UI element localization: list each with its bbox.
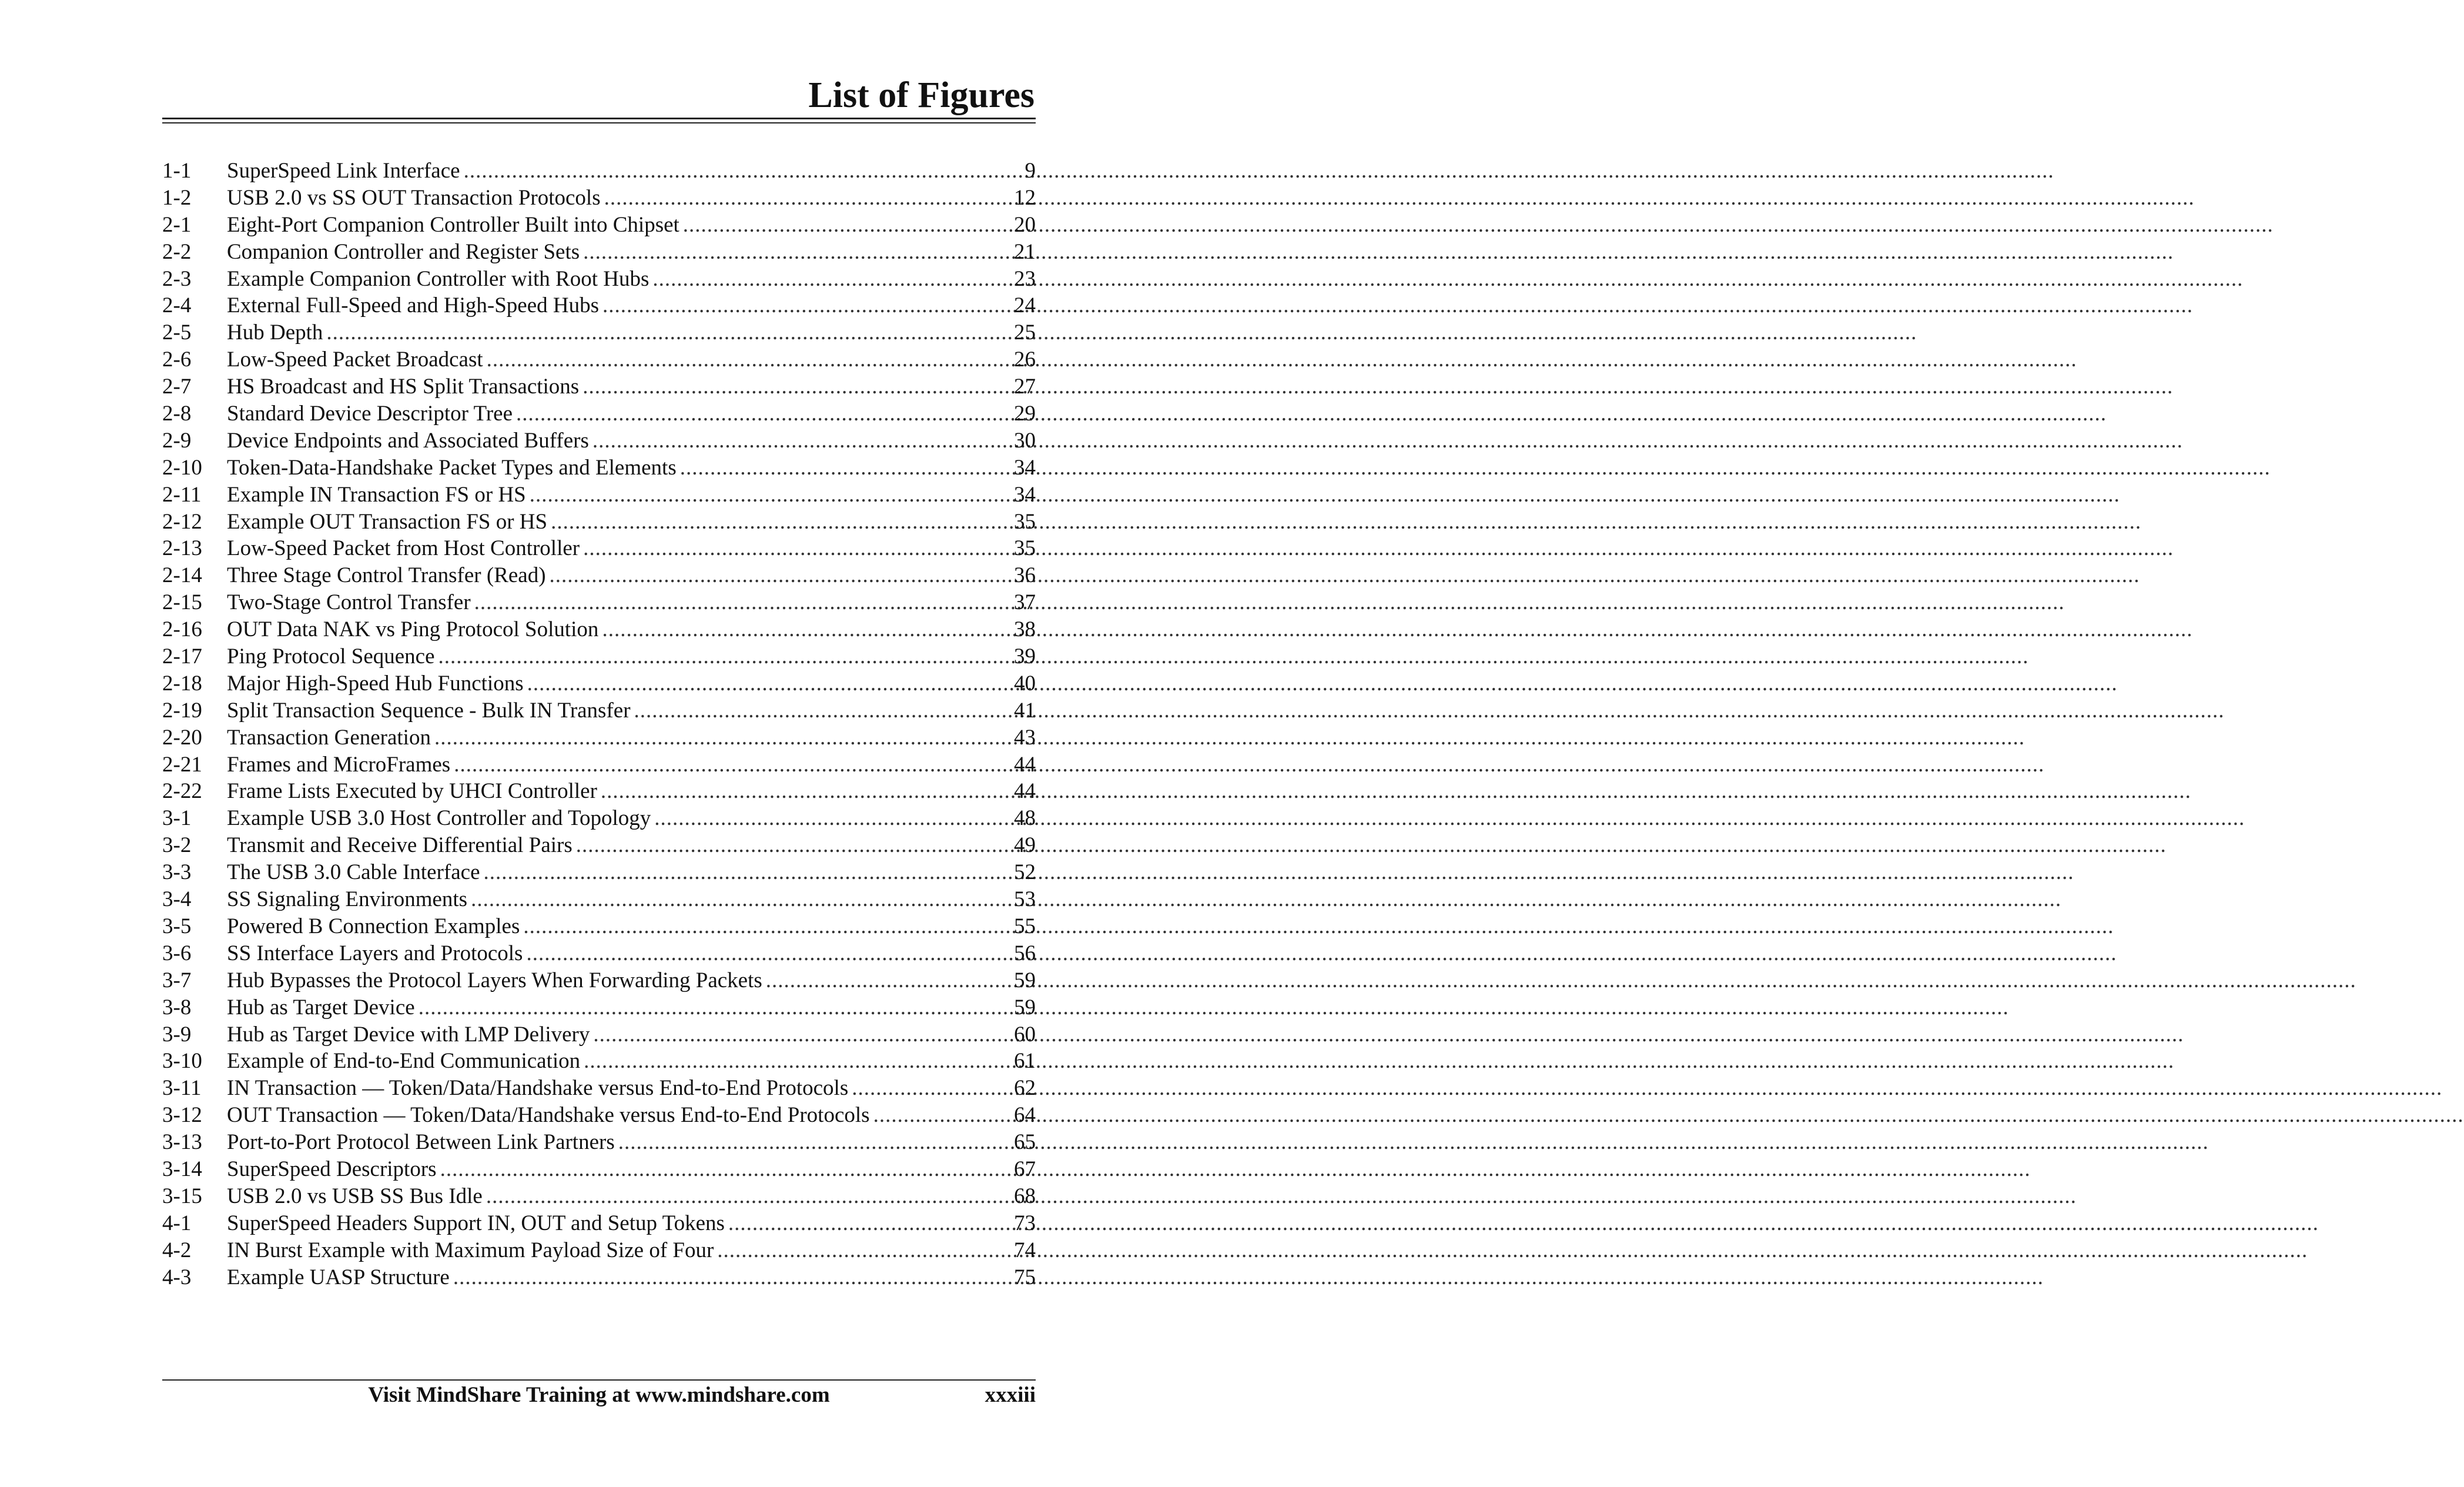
- figure-number: 2-7: [162, 375, 192, 399]
- figure-title: Port-to-Port Protocol Between Link Partners: [227, 1130, 615, 1155]
- figure-entry[interactable]: [162, 1264, 1036, 1291]
- title-rule: [162, 118, 1036, 123]
- dot-leader: [434, 724, 1010, 751]
- figure-entry[interactable]: [162, 967, 1036, 994]
- figure-title: SuperSpeed Descriptors: [227, 1157, 437, 1181]
- figure-number: 2-18: [162, 671, 202, 696]
- footer: [162, 1376, 1036, 1405]
- figure-title: Example USB 3.0 Host Controller and Topology: [227, 806, 651, 831]
- dot-leader: [618, 1129, 1010, 1156]
- dot-leader: [584, 1048, 1010, 1075]
- figure-number: 2-15: [162, 590, 202, 615]
- figure-title: OUT Transaction — Token/Data/Handshake versus End-to-End Protocols: [227, 1103, 870, 1128]
- dot-leader: [464, 158, 1022, 185]
- figure-number: 2-6: [162, 347, 192, 372]
- figure-entry[interactable]: [162, 1021, 1036, 1048]
- figure-title: Frames and MicroFrames: [227, 752, 451, 777]
- figure-entry[interactable]: [162, 589, 1036, 616]
- figure-entry[interactable]: [162, 940, 1036, 967]
- figure-title: External Full-Speed and High-Speed Hubs: [227, 293, 599, 318]
- dot-leader: [438, 643, 1010, 670]
- figure-page-number: 29: [1014, 402, 1036, 426]
- figure-page-number: 74: [1014, 1238, 1036, 1262]
- figure-entry[interactable]: [162, 1156, 1036, 1183]
- dot-leader: [440, 1156, 1010, 1183]
- figure-title: Example IN Transaction FS or HS: [227, 482, 526, 507]
- figure-entry[interactable]: [162, 239, 1036, 266]
- figure-number: 3-1: [162, 806, 192, 831]
- dot-leader: [523, 913, 1010, 940]
- figure-number: 2-11: [162, 482, 202, 507]
- dot-leader: [604, 185, 1010, 212]
- figure-number: 1-2: [162, 185, 192, 210]
- figure-title: Companion Controller and Register Sets: [227, 239, 580, 264]
- figure-number: 3-13: [162, 1130, 202, 1155]
- figure-number: 2-14: [162, 563, 202, 588]
- figure-page-number: 44: [1014, 752, 1036, 777]
- figure-number: 2-19: [162, 698, 202, 723]
- figure-number: 4-3: [162, 1265, 192, 1289]
- figure-page-number: 38: [1014, 617, 1036, 642]
- figure-number: 2-5: [162, 320, 192, 345]
- dot-leader: [766, 967, 1010, 994]
- figure-entry[interactable]: [162, 266, 1036, 293]
- dot-leader: [576, 832, 1010, 859]
- figure-page-number: 73: [1014, 1211, 1036, 1235]
- figure-title: Two-Stage Control Transfer: [227, 590, 471, 615]
- page-title: List of Figures: [808, 75, 1035, 115]
- figure-page-number: 62: [1014, 1076, 1036, 1101]
- figure-entry[interactable]: [162, 212, 1036, 239]
- dot-leader: [593, 1021, 1010, 1048]
- figure-number: 2-20: [162, 725, 202, 750]
- figure-page-number: 53: [1014, 887, 1036, 912]
- figure-entry[interactable]: [162, 427, 1036, 455]
- dot-leader: [454, 751, 1010, 778]
- figure-page-number: 65: [1014, 1130, 1036, 1155]
- figure-list: [162, 158, 1036, 1291]
- figure-page-number: 37: [1014, 590, 1036, 615]
- dot-leader: [486, 1183, 1010, 1210]
- figure-title: SuperSpeed Link Interface: [227, 159, 460, 183]
- figure-page-number: 30: [1014, 428, 1036, 453]
- dot-leader: [683, 212, 1010, 239]
- figure-page-number: 34: [1014, 455, 1036, 480]
- figure-page-number: 64: [1014, 1103, 1036, 1128]
- figure-page-number: 41: [1014, 698, 1036, 723]
- figure-page-number: 59: [1014, 995, 1036, 1020]
- figure-entry[interactable]: [162, 535, 1036, 562]
- figure-number: 2-21: [162, 752, 202, 777]
- figure-entry[interactable]: [162, 346, 1036, 373]
- dot-leader: [602, 292, 1010, 319]
- dot-leader: [474, 589, 1010, 616]
- figure-page-number: 61: [1014, 1049, 1036, 1074]
- figure-title: Low-Speed Packet Broadcast: [227, 347, 483, 372]
- dot-leader: [728, 1210, 1010, 1237]
- figure-entry[interactable]: [162, 697, 1036, 724]
- figure-page-number: 43: [1014, 725, 1036, 750]
- figure-entry[interactable]: [162, 1102, 1036, 1129]
- figure-page-number: 21: [1014, 239, 1036, 264]
- figure-number: 3-10: [162, 1049, 202, 1074]
- figure-title: Example UASP Structure: [227, 1265, 450, 1289]
- figure-title: Powered B Connection Examples: [227, 914, 520, 938]
- figure-number: 2-1: [162, 212, 192, 237]
- figure-page-number: 49: [1014, 833, 1036, 858]
- figure-page-number: 23: [1014, 266, 1036, 291]
- figure-page-number: 12: [1014, 185, 1036, 210]
- figure-entry[interactable]: [162, 373, 1036, 400]
- dot-leader: [717, 1237, 1010, 1264]
- dot-leader: [527, 670, 1010, 697]
- figure-title: Standard Device Descriptor Tree: [227, 402, 513, 426]
- figure-page-number: 36: [1014, 563, 1036, 588]
- figure-number: 2-8: [162, 402, 192, 426]
- figure-number: 3-2: [162, 833, 192, 858]
- figure-title: Transaction Generation: [227, 725, 431, 750]
- figure-page-number: 67: [1014, 1157, 1036, 1181]
- figure-number: 3-11: [162, 1076, 202, 1101]
- figure-number: 3-14: [162, 1157, 202, 1181]
- dot-leader: [326, 319, 1010, 346]
- dot-leader: [582, 373, 1010, 400]
- figure-title: Hub as Target Device with LMP Delivery: [227, 1022, 590, 1047]
- figure-entry[interactable]: [162, 778, 1036, 805]
- figure-title: USB 2.0 vs SS OUT Transaction Protocols: [227, 185, 601, 210]
- figure-page-number: 40: [1014, 671, 1036, 696]
- figure-title: The USB 3.0 Cable Interface: [227, 860, 480, 885]
- dot-leader: [602, 616, 1010, 643]
- figure-page-number: 52: [1014, 860, 1036, 885]
- dot-leader: [654, 805, 1010, 832]
- figure-page-number: 39: [1014, 644, 1036, 669]
- figure-entry[interactable]: [162, 616, 1036, 643]
- dot-leader: [680, 455, 1010, 482]
- figure-entry[interactable]: [162, 1237, 1036, 1264]
- figure-page-number: 55: [1014, 914, 1036, 938]
- figure-entry[interactable]: [162, 1210, 1036, 1237]
- dot-leader: [471, 886, 1010, 913]
- figure-title: Example OUT Transaction FS or HS: [227, 509, 548, 534]
- dot-leader: [516, 400, 1010, 427]
- figure-entry[interactable]: [162, 724, 1036, 751]
- figure-number: 3-8: [162, 995, 192, 1020]
- figure-number: 2-22: [162, 779, 202, 804]
- footer-page-number: xxxiii: [985, 1383, 1036, 1407]
- figure-page-number: 35: [1014, 536, 1036, 561]
- figure-number: 2-13: [162, 536, 202, 561]
- figure-entry[interactable]: [162, 482, 1036, 509]
- dot-leader: [583, 535, 1010, 562]
- dot-leader: [551, 509, 1010, 536]
- dot-leader: [873, 1102, 1010, 1129]
- figure-title: Transmit and Receive Differential Pairs: [227, 833, 573, 858]
- figure-page-number: 68: [1014, 1184, 1036, 1208]
- figure-title: Hub Depth: [227, 320, 323, 345]
- figure-title: HS Broadcast and HS Split Transactions: [227, 375, 580, 399]
- figure-number: 2-2: [162, 239, 192, 264]
- figure-title: Device Endpoints and Associated Buffers: [227, 428, 589, 453]
- dot-leader: [550, 562, 1010, 589]
- figure-page-number: 60: [1014, 1022, 1036, 1047]
- figure-number: 2-3: [162, 266, 192, 291]
- figure-entry[interactable]: [162, 913, 1036, 940]
- figure-title: Frame Lists Executed by UHCI Controller: [227, 779, 597, 804]
- figure-title: Token-Data-Handshake Packet Types and Elements: [227, 455, 677, 480]
- figure-number: 3-12: [162, 1103, 202, 1128]
- figure-entry[interactable]: [162, 832, 1036, 859]
- figure-entry[interactable]: [162, 158, 1036, 185]
- figure-entry[interactable]: [162, 1183, 1036, 1210]
- dot-leader: [652, 266, 1010, 293]
- figure-number: 3-5: [162, 914, 192, 938]
- dot-leader: [484, 859, 1011, 886]
- figure-number: 3-6: [162, 941, 192, 965]
- figure-title: SuperSpeed Headers Support IN, OUT and Setup Tokens: [227, 1211, 725, 1235]
- figure-number: 2-10: [162, 455, 202, 480]
- figure-number: 3-3: [162, 860, 192, 885]
- figure-number: 3-9: [162, 1022, 192, 1047]
- figure-title: USB 2.0 vs USB SS Bus Idle: [227, 1184, 483, 1208]
- dot-leader: [526, 940, 1010, 967]
- figure-number: 2-9: [162, 428, 192, 453]
- figure-title: Eight-Port Companion Controller Built into Chipset: [227, 212, 679, 237]
- figure-page-number: 48: [1014, 806, 1036, 831]
- figure-title: Major High-Speed Hub Functions: [227, 671, 524, 696]
- figure-page-number: 75: [1014, 1265, 1036, 1289]
- dot-leader: [453, 1264, 1010, 1291]
- figure-entry[interactable]: [162, 1075, 1036, 1102]
- figure-entry[interactable]: [162, 1048, 1036, 1075]
- figure-number: 2-17: [162, 644, 202, 669]
- figure-number: 4-1: [162, 1211, 192, 1235]
- figure-page-number: 26: [1014, 347, 1036, 372]
- figure-number: 2-4: [162, 293, 192, 318]
- footer-text: Visit MindShare Training at www.mindshare.com: [368, 1383, 830, 1407]
- figure-title: Three Stage Control Transfer (Read): [227, 563, 546, 588]
- figure-page-number: 35: [1014, 509, 1036, 534]
- dot-leader: [852, 1075, 1010, 1102]
- figure-number: 3-15: [162, 1184, 202, 1208]
- figure-title: IN Burst Example with Maximum Payload Size of Four: [227, 1238, 714, 1262]
- figure-entry[interactable]: [162, 859, 1036, 886]
- figure-title: Example Companion Controller with Root Hubs: [227, 266, 650, 291]
- figure-title: Hub Bypasses the Protocol Layers When Forwarding Packets: [227, 968, 762, 993]
- figure-entry[interactable]: [162, 1129, 1036, 1156]
- figure-page-number: 34: [1014, 482, 1036, 507]
- figure-entry[interactable]: [162, 805, 1036, 832]
- figure-number: 2-12: [162, 509, 202, 534]
- figure-title: IN Transaction — Token/Data/Handshake versus End-to-End Protocols: [227, 1076, 849, 1101]
- figure-entry[interactable]: [162, 400, 1036, 427]
- figure-entry[interactable]: [162, 886, 1036, 913]
- figure-page-number: 20: [1014, 212, 1036, 237]
- dot-leader: [487, 346, 1010, 373]
- figure-entry[interactable]: [162, 509, 1036, 536]
- dot-leader: [592, 427, 1010, 455]
- figure-entry[interactable]: [162, 994, 1036, 1021]
- figure-title: OUT Data NAK vs Ping Protocol Solution: [227, 617, 599, 642]
- figure-entry[interactable]: [162, 670, 1036, 697]
- figure-entry[interactable]: [162, 562, 1036, 589]
- figure-number: 2-16: [162, 617, 202, 642]
- dot-leader: [601, 778, 1010, 805]
- figure-page-number: 59: [1014, 968, 1036, 993]
- figure-entry[interactable]: [162, 643, 1036, 670]
- figure-page-number: 44: [1014, 779, 1036, 804]
- figure-number: 4-2: [162, 1238, 192, 1262]
- figure-page-number: 9: [1025, 159, 1036, 183]
- figure-page-number: 24: [1014, 293, 1036, 318]
- figure-title: Ping Protocol Sequence: [227, 644, 435, 669]
- figure-number: 3-7: [162, 968, 192, 993]
- figure-title: SS Interface Layers and Protocols: [227, 941, 523, 965]
- dot-leader: [419, 994, 1010, 1021]
- figure-title: Split Transaction Sequence - Bulk IN Transfer: [227, 698, 631, 723]
- figure-page-number: 25: [1014, 320, 1036, 345]
- figure-number: 1-1: [162, 159, 192, 183]
- figure-page-number: 27: [1014, 375, 1036, 399]
- dot-leader: [634, 697, 1010, 724]
- figure-page-number: 56: [1014, 941, 1036, 965]
- dot-leader: [530, 482, 1010, 509]
- figure-title: Example of End-to-End Communication: [227, 1049, 581, 1074]
- figure-entry[interactable]: [162, 292, 1036, 319]
- figure-title: SS Signaling Environments: [227, 887, 468, 912]
- figure-entry[interactable]: [162, 185, 1036, 212]
- figure-entry[interactable]: [162, 455, 1036, 482]
- figure-title: Low-Speed Packet from Host Controller: [227, 536, 580, 561]
- figure-entry[interactable]: [162, 319, 1036, 346]
- figure-entry[interactable]: [162, 751, 1036, 778]
- dot-leader: [583, 239, 1010, 266]
- figure-title: Hub as Target Device: [227, 995, 415, 1020]
- figure-number: 3-4: [162, 887, 192, 912]
